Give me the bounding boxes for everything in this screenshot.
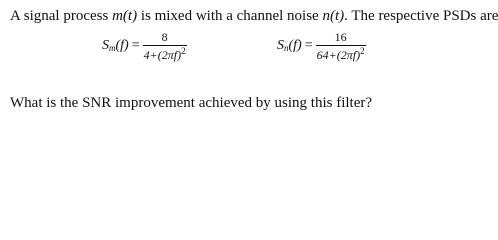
intro-prefix: A signal process: [10, 8, 113, 24]
intro-middle: is mixed with a channel noise: [137, 8, 323, 24]
noise-psd-equation: [277, 30, 366, 62]
signal-psd-argument: (f): [115, 38, 129, 53]
noise-psd-denominator: [316, 48, 366, 62]
signal-psd-subscript: m: [109, 43, 116, 53]
noise-psd-argument: (f): [288, 38, 302, 53]
signal-psd-numerator: 8: [161, 30, 168, 44]
signal-psd-denominator: [143, 48, 187, 62]
noise-psd-lhs: [277, 38, 302, 54]
noise-symbol: n(t): [322, 8, 345, 24]
signal-psd-denominator-base: 4+(2πf): [143, 48, 182, 62]
signal-psd-equals: =: [131, 38, 140, 53]
signal-psd-fraction-bar: [143, 45, 187, 46]
noise-psd-equals: =: [304, 38, 313, 53]
noise-psd-numerator: 16: [334, 30, 347, 44]
signal-psd-fraction: [143, 30, 187, 62]
noise-psd-fraction: [316, 30, 366, 62]
signal-psd-base: S: [102, 38, 109, 53]
signal-psd-equation: [102, 30, 187, 62]
noise-psd-subscript: n: [284, 43, 289, 53]
noise-psd-base: S: [277, 38, 284, 53]
noise-psd-denominator-exponent: 2: [360, 46, 365, 56]
problem-statement: [10, 7, 498, 25]
question-text: What is the SNR improvement achieved by using this filter?: [10, 95, 373, 111]
intro-suffix: . The respective PSDs are: [344, 8, 498, 24]
signal-symbol: m(t): [112, 8, 138, 24]
signal-psd-denominator-exponent: 2: [181, 46, 186, 56]
noise-psd-denominator-base: 64+(2πf): [316, 48, 361, 62]
signal-psd-lhs: [102, 38, 129, 54]
noise-psd-fraction-bar: [316, 45, 366, 46]
